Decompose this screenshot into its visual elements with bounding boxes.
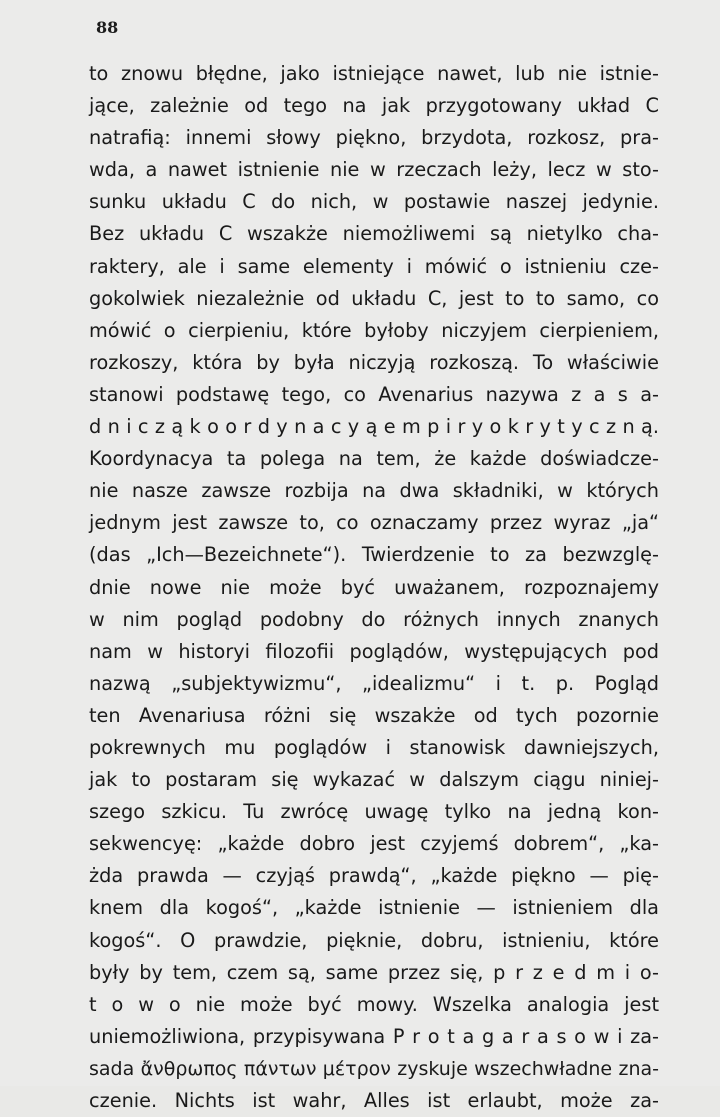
- text-line: sunku układu C do nich, w postawie naszej jedynie.: [89, 190, 659, 214]
- text-line: knem dla kogoś“, „każde istnienie — istnieniem dla: [89, 896, 659, 920]
- text-line: czenie. Nichts ist wahr, Alles ist erlaubt, może za-: [89, 1089, 659, 1112]
- text-line: nazwą „subjektywizmu“, „idealizmu“ i t. p. Pogląd: [89, 671, 659, 695]
- text-line: t o w o nie może być mowy. Wszelka analogia jest: [89, 992, 659, 1016]
- text-line: jednym jest zawsze to, co oznaczamy przez wyraz „ja“: [89, 511, 659, 535]
- text-line: Bez układu C wszakże niemożliwemi są nietylko cha-: [89, 222, 659, 246]
- text-line: żda prawda — czyjąś prawdą“, „każde piękno — pię-: [89, 864, 659, 888]
- text-line: sekwencyę: „każde dobro jest czyjemś dobrem“, „ka-: [89, 832, 659, 856]
- text-line: wda, a nawet istnienie nie w rzeczach leży, lecz w sto-: [89, 158, 659, 182]
- text-line: dnie nowe nie może być uważanem, rozpoznajemy: [89, 575, 659, 599]
- text-line: uniemożliwiona, przypisywana P r o t a g a r a s o w i za-: [89, 1024, 659, 1048]
- text-line: d n i c z ą k o o r d y n a c y ą e m p i r y o k r y t y c z n ą.: [89, 415, 659, 439]
- text-line: nam w historyi filozofii poglądów, występujących pod: [89, 639, 659, 663]
- page-number: 88: [96, 18, 119, 37]
- text-line: jące, zależnie od tego na jak przygotowany układ C: [89, 94, 659, 118]
- text-line: nie nasze zawsze rozbija na dwa składniki, w których: [89, 479, 659, 503]
- text-line: (das „Ich—Bezeichnete“). Twierdzenie to za bezwzglę-: [89, 543, 659, 567]
- text-line: stanowi podstawę tego, co Avenarius nazywa z a s a-: [89, 382, 659, 406]
- text-line: natrafią: innemi słowy piękno, brzydota, rozkosz, pra-: [89, 126, 659, 150]
- text-line: Koordynacya ta polega na tem, że każde doświadcze-: [89, 447, 659, 471]
- text-line: to znowu błędne, jako istniejące nawet, lub nie istnie-: [89, 62, 659, 85]
- text-line: szego szkicu. Tu zwrócę uwagę tylko na jedną kon-: [89, 800, 659, 824]
- text-line: mówić o cierpieniu, które byłoby niczyjem cierpieniem,: [89, 318, 659, 342]
- text-line: gokolwiek niezależnie od układu C, jest to to samo, co: [89, 286, 659, 310]
- text-line: kogoś“. O prawdzie, pięknie, dobru, istnieniu, które: [89, 928, 659, 952]
- text-line: raktery, ale i same elementy i mówić o istnieniu cze-: [89, 254, 659, 278]
- text-line: były by tem, czem są, same przez się, p r z e d m i o-: [89, 960, 659, 984]
- body-text: [89, 58, 659, 1117]
- text-line: ten Avenariusa różni się wszakże od tych pozornie: [89, 703, 659, 727]
- text-line: sada ἄνθρωπος πάντων μέτρον zyskuje wszechwładne zna-: [89, 1057, 659, 1080]
- text-line: w nim pogląd podobny do różnych innych znanych: [89, 607, 659, 631]
- text-line: pokrewnych mu poglądów i stanowisk dawniejszych,: [89, 735, 659, 759]
- text-line: jak to postaram się wykazać w dalszym ciągu niniej-: [89, 768, 659, 792]
- text-line: rozkoszy, która by była niczyją rozkoszą. To właściwie: [89, 350, 659, 374]
